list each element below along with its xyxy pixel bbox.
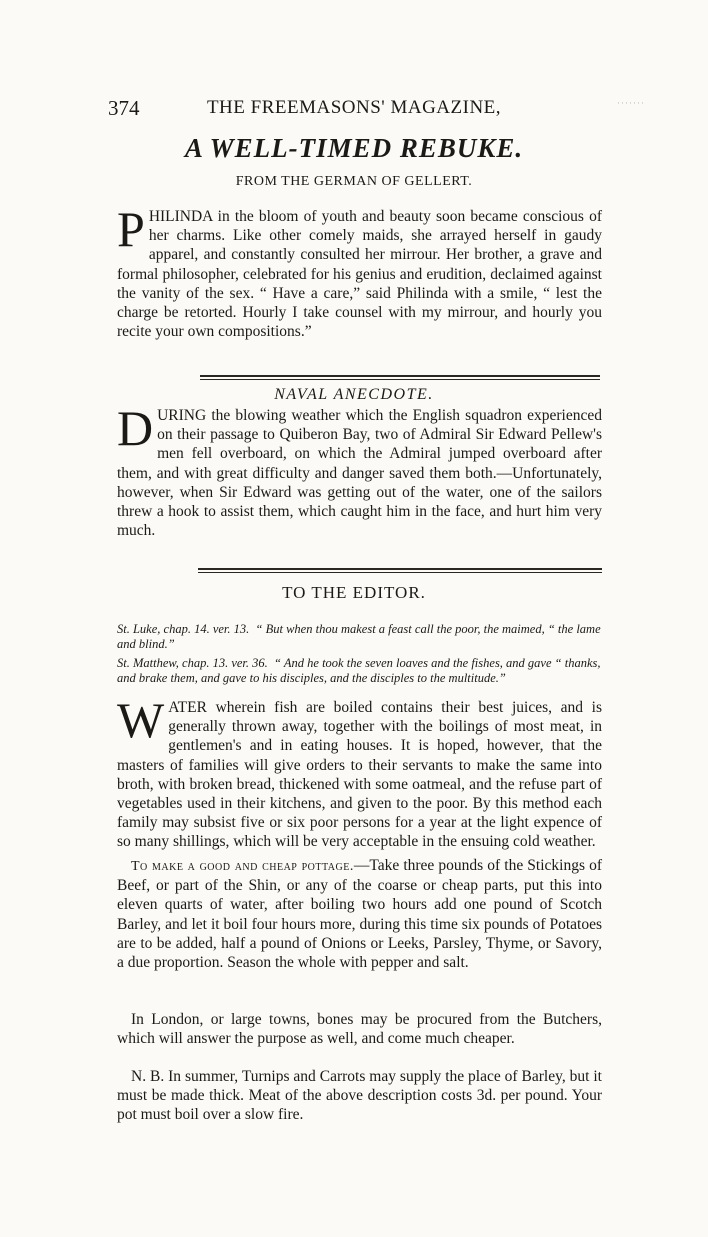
magazine-title: THE FREEMASONS' MAGAZINE, <box>206 97 502 118</box>
running-head <box>108 96 645 120</box>
paragraph-naval <box>117 400 602 540</box>
paragraph-text: ATER wherein fish are boiled contains their best juices, and is generally thrown away, together with the boilings of most meat, in gentlemen's and in eating houses. It is hoped, however, that the masters of families will give orders to their servants to make the same into broth, with broken bread, thickened with some oatmeal, and the refuse part of vegetables used in their kitchens, and given to the poor. By this method each family may subsist five or six poor persons for a year at the light expence of so many shillings, which will be very acceptable in the ensuing cold weather. <box>117 699 602 851</box>
article-subtitle-gellert: FROM THE GERMAN OF GELLERT. <box>235 174 473 189</box>
section-divider <box>198 568 602 570</box>
margin-smudge: ······· <box>617 98 645 108</box>
dropcap: D <box>117 400 154 456</box>
paragraph-london: In London, or large towns, bones may be procured from the Butchers, which will answer the purpose as well, and come much cheaper. <box>117 1011 602 1048</box>
quote-text: “ But when thou makest a feast call the poor, the maimed, “ the lame and blind.” <box>117 622 601 651</box>
article-title-rebuke: A WELL-TIMED REBUKE. <box>184 133 524 163</box>
scripture-quote-luke <box>117 622 602 652</box>
paragraph-text: HILINDA in the bloom of youth and beauty soon became conscious of her charms. Like other comely maids, she arrayed herself in gaudy apparel, and constantly consulted her mirrour. Her brother, a grave and formal philosopher, celebrated for his genius and erudition, declaimed against the vanity of the sex. “ Have a care,” said Philinda with a smile, “ lest the charge be retorted. Hourly I take counsel with my mirrour, and hourly you recite your own compositions.” <box>117 208 602 341</box>
dropcap: W <box>117 692 165 748</box>
article-title-editor: TO THE EDITOR. <box>282 583 426 602</box>
dropcap: P <box>117 201 145 257</box>
paragraph-nb: N. B. In summer, Turnips and Carrots may supply the place of Barley, but it must be made thick. Meat of the above description costs 3d. per pound. Your pot must boil over a slow fire. <box>117 1068 602 1124</box>
scripture-quote-matthew <box>117 656 602 686</box>
section-divider-thin <box>198 572 602 573</box>
paragraph-water <box>117 692 602 852</box>
paragraph-text: URING the blowing weather which the English squadron experienced on their passage to Quiberon Bay, two of Admiral Sir Edward Pellew's men fell overboard, on which the Admiral jumped overboard after them, and with great difficulty and danger saved them both.—Unfortunately, however, when Sir Edward was getting out of the water, one of the sailors threw a hook to assist them, which caught him in the face, and hurt him very much. <box>117 407 602 540</box>
quote-reference: St. Luke, chap. 14. ver. 13. <box>117 622 250 636</box>
paragraph-text: —Take three pounds of the Stickings of Beef, or part of the Shin, or any of the coarse or cheap parts, put this into eleven quarts of water, after boiling two hours add one pound of Scotch Barley, and let it boil four hours more, during this time six pounds of Potatoes are to be added, half a pound of Onions or Leeks, Parsley, Thyme, or Savory, a due proportion. Season the whole with pepper and salt. <box>117 857 602 972</box>
paragraph-rebuke <box>117 201 602 341</box>
quote-reference: St. Matthew, chap. 13. ver. 36. <box>117 656 268 670</box>
article-title-naval: NAVAL ANECDOTE. <box>274 386 434 403</box>
paragraph-pottage <box>117 856 602 972</box>
page-number: 374 <box>108 96 140 120</box>
recipe-lead: To make a good and cheap pottage. <box>131 859 354 874</box>
quote-text: “ And he took the seven loaves and the fishes, and gave “ thanks, and brake them, and gave to his disciples, and the disciples to the multitude.” <box>117 656 601 685</box>
section-divider <box>200 375 600 377</box>
section-divider-thin <box>200 379 600 380</box>
